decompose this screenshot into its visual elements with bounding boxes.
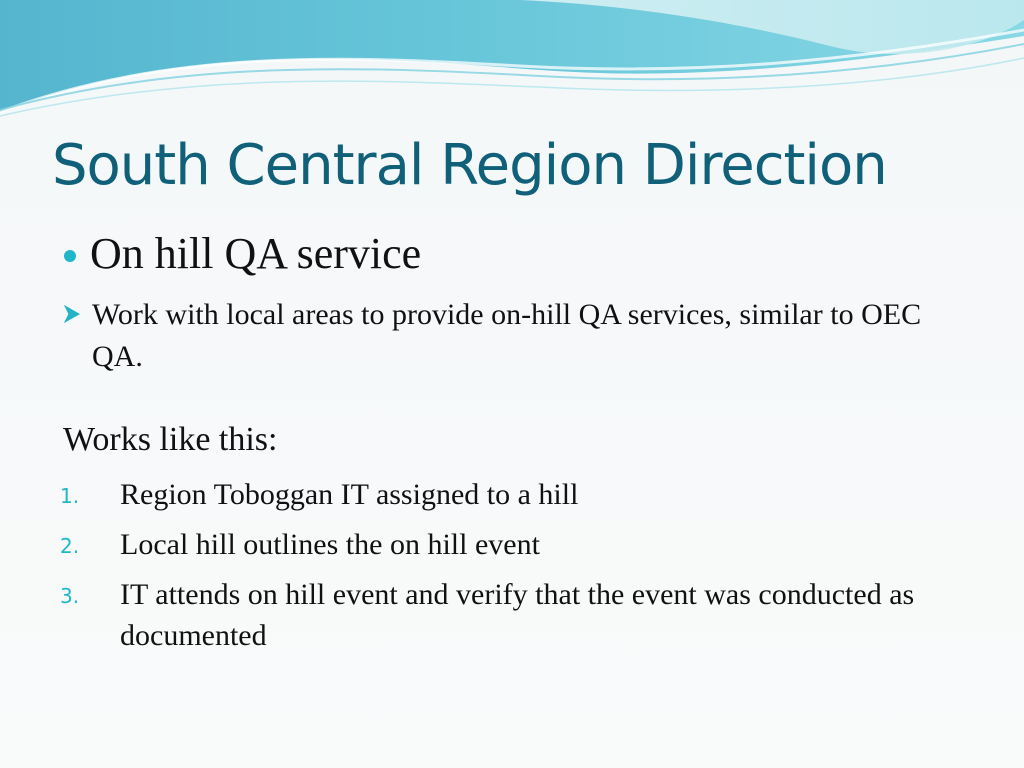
dot-bullet-icon	[64, 250, 76, 262]
steps-list	[60, 474, 960, 664]
header-wave-decoration	[0, 0, 1024, 120]
main-bullet-text: On hill QA service	[90, 229, 422, 278]
list-item	[60, 574, 960, 656]
step-text: IT attends on hill event and verify that the event was conducted as documented	[120, 578, 915, 652]
works-heading: Works like this:	[63, 421, 278, 458]
step-text: Local hill outlines the on hill event	[120, 528, 540, 561]
list-item	[60, 474, 960, 516]
slide-title: South Central Region Direction	[52, 133, 887, 198]
arrow-bullet-icon	[64, 305, 80, 323]
list-item	[60, 524, 960, 566]
sub-bullet-text: Work with local areas to provide on-hill QA services, similar to OEC QA.	[92, 298, 922, 373]
sub-bullet	[64, 294, 964, 378]
main-bullet	[64, 226, 421, 282]
step-number: 3.	[60, 584, 80, 608]
step-number: 1.	[60, 484, 80, 508]
step-text: Region Toboggan IT assigned to a hill	[120, 478, 579, 511]
step-number: 2.	[60, 534, 80, 558]
